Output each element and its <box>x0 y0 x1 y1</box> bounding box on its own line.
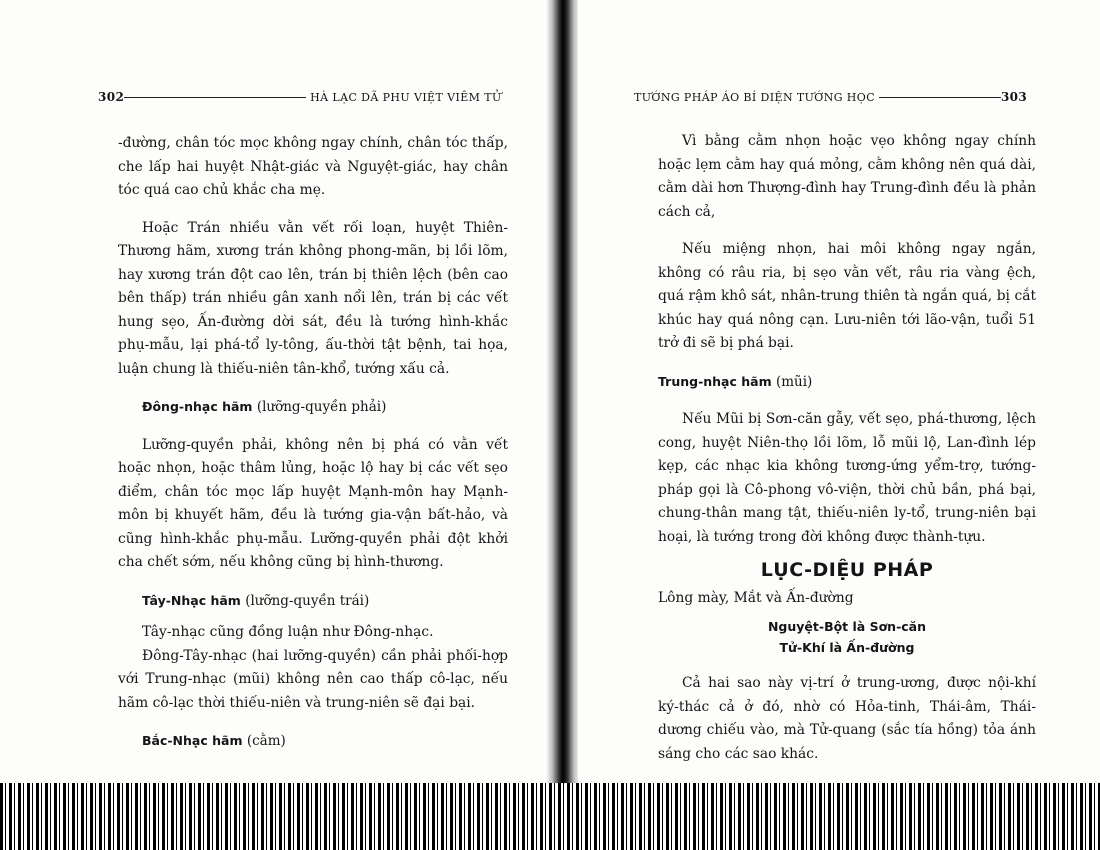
chapter-title: LỤC-DIỆU PHÁP <box>760 559 934 581</box>
left-page <box>0 0 548 850</box>
paragraph: Lưỡng-quyền phải, không nên bị phá có vằn vết hoặc nhọn, hoặc thâm lủng, hoặc lộ hay bị các vết sẹo điểm, chân tóc mọc lấp huyệt Mạnh-môn hay Mạnh-môn bị khuyết hãm, đều là tướng gia-vận bất-hảo, và cũng hình-khắc phụ-mẫu. Lưỡng-quyền phải đột khởi cha chết sớm, nếu không cũng bị hình-thương. <box>118 436 508 570</box>
paragraph: Cả hai sao này vị-trí ở trung-ương, được nội-khí ký-thác cả ở đó, nhờ có Hỏa-tinh, Thái-âm, Thái-dương chiếu vào, mà Tử-quang (sắc tía hồng) tỏa ánh sáng cho các sao khác. <box>658 675 1036 762</box>
left-running-header <box>98 90 502 104</box>
left-page-number: 302 <box>98 90 125 104</box>
chapter-intro: Lông mày, Mắt và Ấn-đường <box>658 589 854 606</box>
paragraph: Hoặc Trán nhiều vằn vết rối loạn, huyệt Thiên-Thương hãm, xương trán không phong-mãn, bị lồi lõm, hay xương trán đột cao lên, trán bị thiên lệch (bên cao bên thấp) trán nhiều gân xanh nổi lên, trán bị các vết hung sẹo, Ấn-đường dời sát, đều là tướng hình-khắc phụ-mẫu, lại phá-tổ ly-tông, ấu-thời tật bệnh, tai họa, luận chung là thiếu-niên tân-khổ, tướng xấu cả. <box>118 219 508 377</box>
heading-title: Đông-nhạc hãm <box>142 399 253 414</box>
book-gutter <box>546 0 580 850</box>
heading-subtitle: (lưỡng-quyền trái) <box>245 592 370 609</box>
heading-subtitle: (lưỡng-quyền phải) <box>256 399 387 415</box>
chapter-subtitle: Nguyệt-Bột là Sơn-căn <box>767 619 927 634</box>
paragraph: Đông-Tây-nhạc (hai lưỡng-quyền) cần phải phối-hợp với Trung-nhạc (mũi) không nên cao thấp cô-lạc, nếu hãm cô-lạc thời thiếu-niên và trung-niên sẽ đại bại. <box>118 647 508 711</box>
right-page-number: 303 <box>1000 90 1028 104</box>
header-rule <box>124 97 306 98</box>
paragraph: Vì bằng cằm nhọn hoặc vẹo không ngay chính hoặc lẹm cằm hay quá mỏng, cằm không nên quá dài, cằm dài hơn Thượng-đình hay Trung-đình đều là phản cách cả, <box>658 133 1036 220</box>
section-heading-trung-nhac <box>658 370 1036 395</box>
paragraph: Tây-nhạc cũng đồng luận như Đông-nhạc. <box>142 624 434 640</box>
paragraph: -đường, chân tóc mọc không ngay chính, chân tóc thấp, che lấp hai huyệt Nhật-giác và Nguyệt-giác, hay chân tóc quá cao chủ khắc cha mẹ. <box>118 135 508 198</box>
left-header-title: HÀ LẠC DÃ PHU VIỆT VIÊM TỬ <box>310 91 502 104</box>
heading-subtitle: (mũi) <box>775 373 813 390</box>
section-heading-tay-nhac <box>118 589 508 614</box>
heading-title: Tây-Nhạc hãm <box>142 592 241 608</box>
right-page-body <box>658 130 1036 766</box>
paragraph: Nếu Mũi bị Sơn-căn gẫy, vết sẹo, phá-thương, lệch cong, huyệt Niên-thọ lồi lõm, lỗ mũi lộ, Lan-đình lép kẹp, các nhạc kia không tương-ứng yểm-trợ, tướng-pháp gọi là Cô-phong vô-viện, thời chủ bần, phá bại, chung-thân mang tật, thiếu-niên ly-tổ, trung-niên bại hoại, là tướng trong đời không được thành-tựu. <box>658 411 1036 545</box>
right-header-title: TƯỚNG PHÁP ÁO BÍ DIỆN TƯỚNG HỌC <box>634 91 876 104</box>
left-page-body <box>118 132 508 754</box>
right-running-header <box>634 90 1027 104</box>
section-heading-bac-nhac <box>118 729 508 754</box>
scan-artifact-strip <box>0 783 1100 850</box>
header-rule <box>879 97 1001 98</box>
section-heading-dong-nhac <box>118 395 508 420</box>
paragraph: Nếu miệng nhọn, hai môi không ngay ngắn, không có râu ria, bị sẹo vằn vết, râu ria vàng ệch, quá rậm khô sát, nhân-trung thiên tà ngắn quá, bị cắt khúc hay quá nông cạn. Lưu-niên tới lão-vận, tuổi 51 trở đi sẽ bị phá bại. <box>658 241 1036 351</box>
heading-subtitle: (cằm) <box>246 733 286 749</box>
chapter-subtitle: Tử-Khí là Ấn-đường <box>779 640 915 655</box>
right-page <box>578 0 1100 850</box>
heading-title: Bắc-Nhạc hãm <box>142 733 243 748</box>
heading-title: Trung-nhạc hãm <box>658 373 772 389</box>
